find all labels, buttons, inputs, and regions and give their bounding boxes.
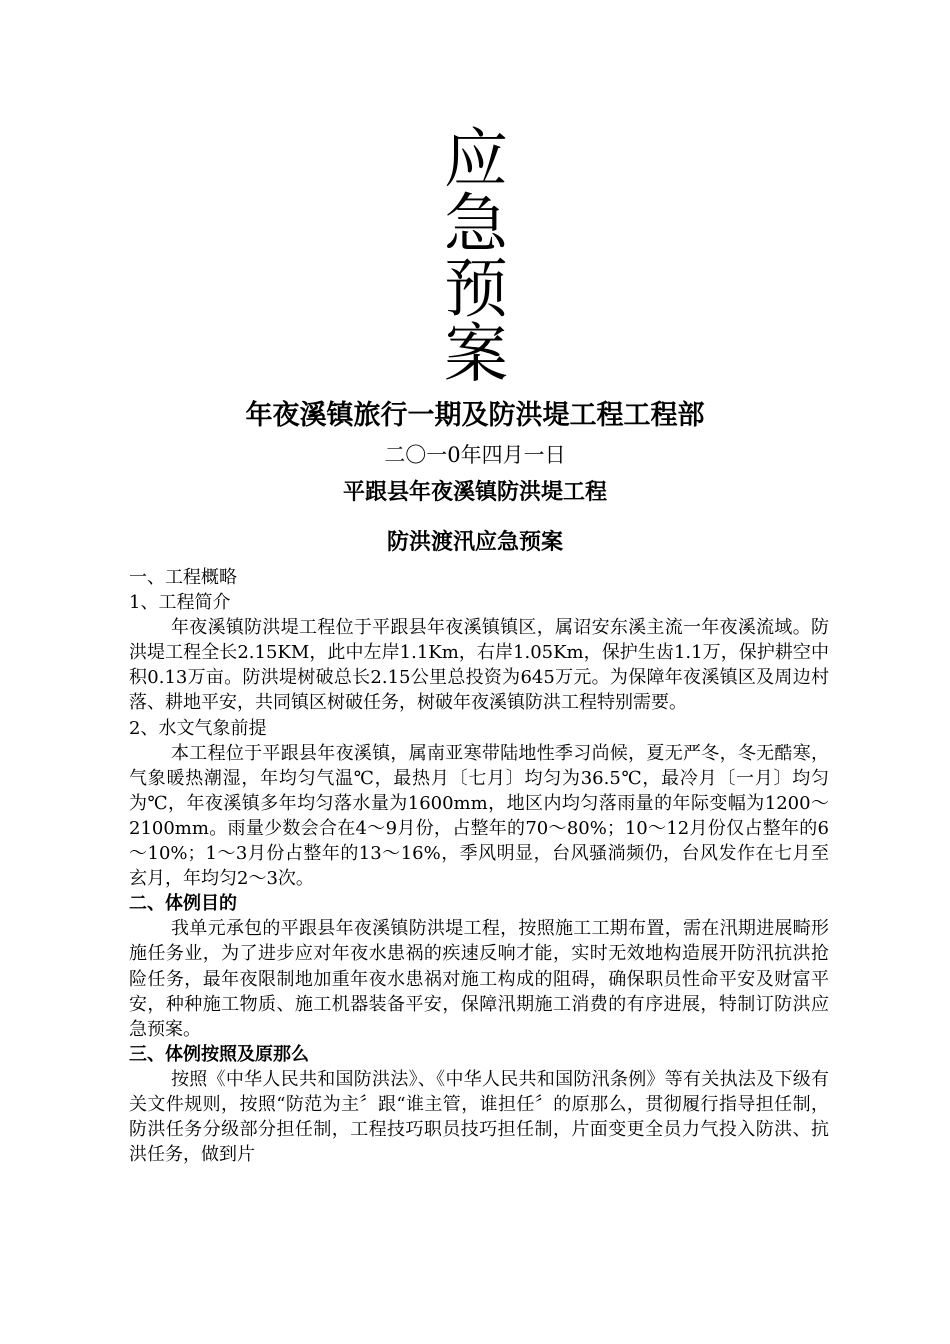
subsection-heading: 1、工程简介 [129, 592, 231, 614]
document-body [129, 565, 829, 1167]
paragraph: 本工程位于平跟县年夜溪镇，属南亚寒带陆地性季习尚候，夏无严冬，冬无酷寒，气象暖热潮湿，年均匀气温℃，最热月〔七月〕均匀为36.5℃，最冷月〔一月〕均匀为℃，年夜溪镇多年均匀落水量为1600mm，地区内均匀落雨量的年际变幅为1200～2100mm。雨量少数会合在4～9月份，占整年的70～80%；10～12月份仅占整年的6～10%；1～3月份占整年的13～16%，季风明显，台风骚淌频仍，台风发作在七月至玄月，年均匀2～3次。 [129, 742, 829, 890]
cover-title-char: 应 [444, 123, 508, 197]
document-date: 二〇一0年四月一日 [384, 443, 566, 467]
subsection-heading: 2、水文气象前提 [129, 717, 267, 739]
cover-title-char: 案 [444, 318, 508, 392]
cover-title-char: 预 [444, 253, 508, 327]
paragraph: 年夜溪镇防洪堤工程位于平跟县年夜溪镇镇区，属诏安东溪主流一年夜溪流域。防洪堤工程全长2.15KM，此中左岸1.1Km，右岸1.05Km，保护生齿1.1万，保护耕空中积0.13万亩。防洪堤树破总长2.15公里总投资为645万元。为保障年夜溪镇区及周边村落、耕地平安，共同镇区树破任务，树破年夜溪镇防洪工程特别需要。 [129, 617, 829, 714]
section-heading: 三、体例按照及原那么 [129, 1043, 309, 1065]
plan-title-line2: 防洪渡汛应急预案 [386, 530, 563, 555]
cover-title-char: 急 [444, 188, 508, 262]
plan-title-line1: 平跟县年夜溪镇防洪堤工程 [342, 480, 607, 505]
paragraph: 按照《中华人民共和国防洪法》、《中华人民共和国防汛条例》等有关执法及下级有关文件规则，按照“防范为主〞跟“谁主管，谁担任〞的原那么，贯彻履行指导担任制，防洪任务分级部分担任制，工程技巧职员技巧担任制，片面变更全员力气投入防洪、抗洪任务，做到片 [129, 1068, 829, 1166]
organization-name: 年夜溪镇旅行一期及防洪堤工程工程部 [245, 400, 705, 431]
section-heading: 一、工程概略 [129, 567, 237, 588]
paragraph: 我单元承包的平跟县年夜溪镇防洪堤工程，按照施工工期布置，需在汛期进展畸形施任务业，为了进步应对年夜水患祸的疾速反响才能，实时无效地构造展开防汛抗洪抢险任务，最年夜限制地加重年夜水患祸对施工构成的阻碍，确保职员性命平安及财富平安，种种施工物质、施工机器装备平安，保障汛期施工消费的有序进展，特制订防洪应急预案。 [129, 918, 829, 1040]
cover-title [440, 123, 512, 392]
section-heading: 二、体例目的 [129, 893, 237, 915]
